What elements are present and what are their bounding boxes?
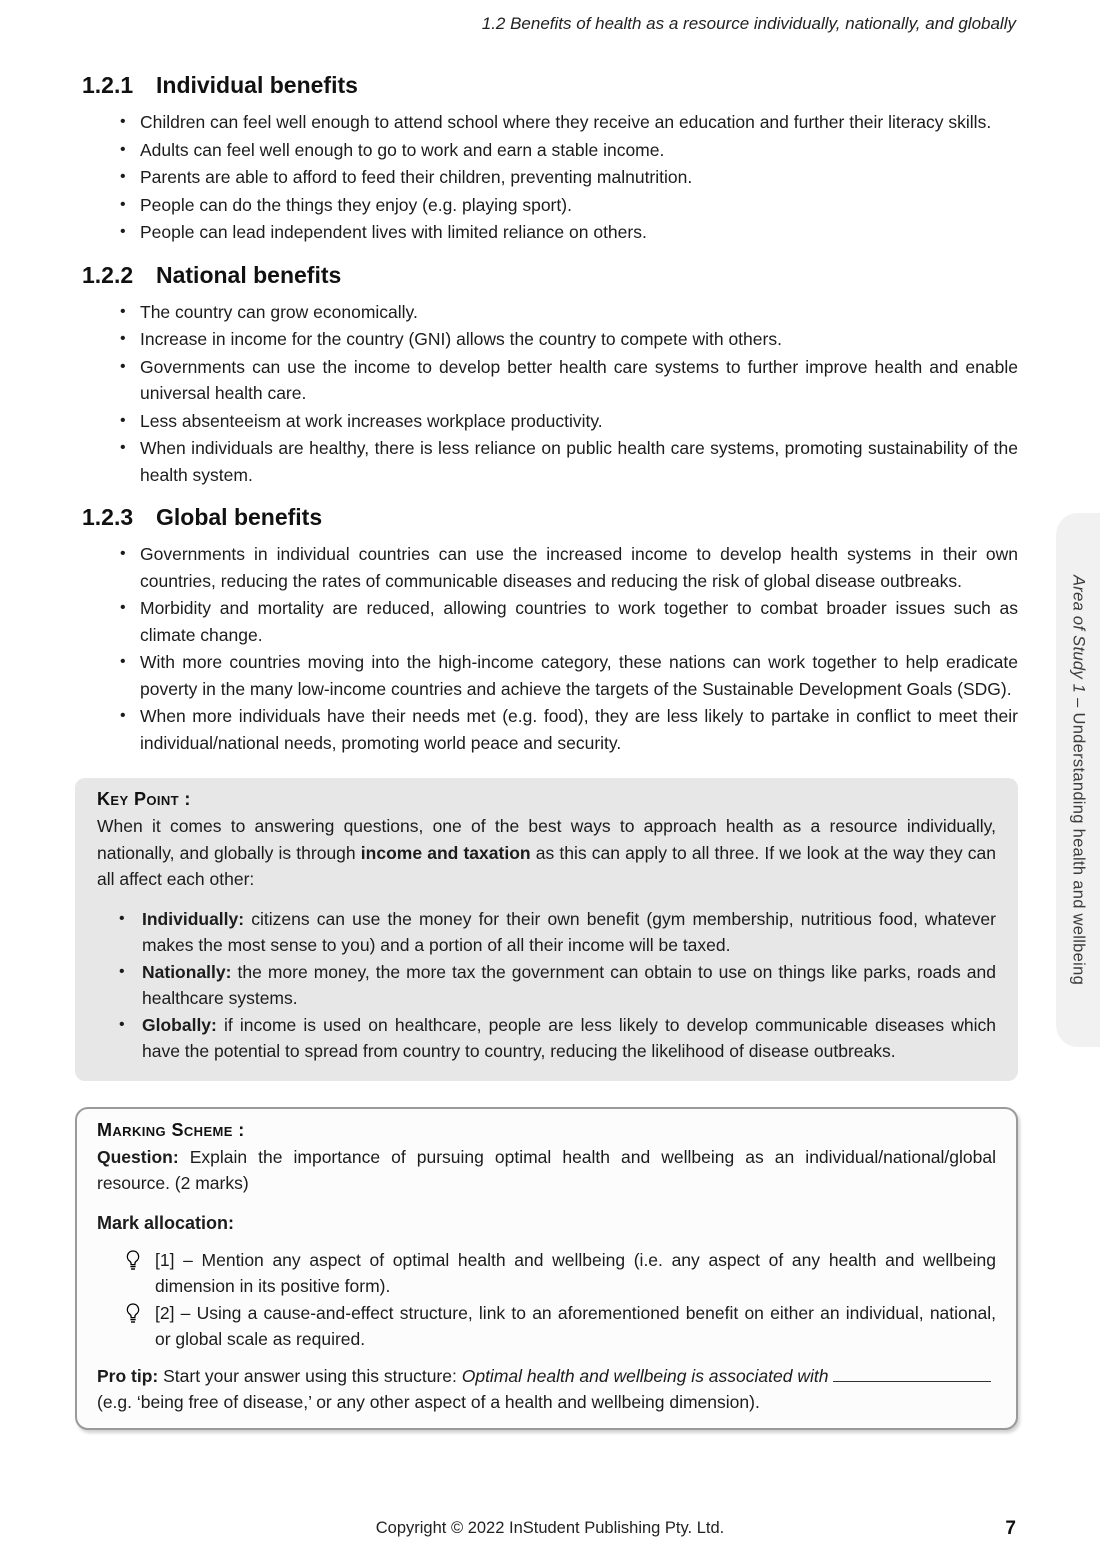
section-heading-individual-benefits bbox=[82, 70, 1018, 100]
list-item: • People can lead independent lives with limited reliance on others. bbox=[82, 219, 1018, 246]
section-title: Global benefits bbox=[156, 504, 323, 530]
list-item-lead: Individually: bbox=[142, 908, 245, 929]
list-item-text: [1] – Mention any aspect of optimal health and wellbeing (i.e. any aspect of any health and wellbeing dimension in its positive form). bbox=[155, 1249, 996, 1296]
list-item: • Children can feel well enough to attend school where they receive an education and further their literacy skills. bbox=[82, 109, 1018, 136]
list-item-lead: Nationally: bbox=[142, 961, 232, 982]
section-number: 1.2.3 bbox=[82, 504, 134, 530]
marking-scheme-label: Marking Scheme : bbox=[97, 1119, 245, 1140]
list-item: • Parents are able to afford to feed their children, preventing malnutrition. bbox=[82, 164, 1018, 191]
list-item: • When more individuals have their needs met (e.g. food), they are less likely to partake in conflict to meet their individual/national needs, promoting world peace and security. bbox=[82, 703, 1018, 756]
list-item-text: the more money, the more tax the government can obtain to use on things like parks, roads and healthcare systems. bbox=[142, 961, 996, 1008]
list-item: • Governments in individual countries can use the increased income to develop health systems in their own countries, reducing the rates of communicable diseases and reducing the risk of global disease outbreaks. bbox=[82, 541, 1018, 594]
sidebar-tab-label bbox=[1069, 575, 1088, 985]
pro-tip-lead: Pro tip: bbox=[97, 1365, 159, 1386]
pro-tip-text: Start your answer using this structure: bbox=[158, 1365, 462, 1386]
question-text: Explain the importance of pursuing optimal health and wellbeing as an individual/national/global resource. (2 marks) bbox=[97, 1146, 996, 1193]
intro-bold-text: income and taxation bbox=[360, 842, 531, 863]
list-item: • Less absenteeism at work increases workplace productivity. bbox=[82, 408, 1018, 435]
list-item: • The country can grow economically. bbox=[82, 299, 1018, 326]
footer-copyright: Copyright © 2022 InStudent Publishing Pty. Ltd. bbox=[375, 1519, 725, 1537]
list-item bbox=[97, 959, 996, 1012]
list-item bbox=[97, 906, 996, 959]
list-item: • People can do the things they enjoy (e.g. playing sport). bbox=[82, 192, 1018, 219]
sidebar-tab-label-regular: Understanding health and wellbeing bbox=[1069, 707, 1088, 986]
list-item: • Governments can use the income to develop better health care systems to further improve health and enable universal health care. bbox=[82, 354, 1018, 407]
list-item: • Adults can feel well enough to go to work and earn a stable income. bbox=[82, 137, 1018, 164]
key-point-label: Key Point : bbox=[97, 789, 191, 809]
marking-scheme-question bbox=[97, 1144, 996, 1197]
intro-text: as this can apply to all three. If we look at the way they can all affect each other: bbox=[97, 842, 996, 889]
national-benefits-list bbox=[75, 299, 1018, 489]
list-item: • Morbidity and mortality are reduced, allowing countries to work together to combat broader issues such as climate change. bbox=[82, 595, 1018, 648]
content-column bbox=[75, 68, 1018, 1430]
pro-tip bbox=[97, 1363, 996, 1416]
section-heading-national-benefits bbox=[82, 260, 1018, 290]
section-title: National benefits bbox=[156, 261, 342, 288]
section-number: 1.2.2 bbox=[82, 261, 134, 288]
marking-scheme-box bbox=[75, 1107, 1018, 1430]
mark-allocation-label: Mark allocation: bbox=[97, 1212, 235, 1233]
sidebar-tab-area-of-study bbox=[1056, 513, 1100, 1047]
lightbulb-icon bbox=[125, 1303, 141, 1325]
intro-text: When it comes to answering questions, one of the best ways to approach health as a resource individually, nationally, and globally is through bbox=[97, 816, 996, 863]
list-item-text: if income is used on healthcare, people are less likely to develop communicable diseases which have the potential to spread from country to country, reducing the likelihood of disease outbreaks. bbox=[142, 1014, 996, 1061]
question-label: Question: bbox=[97, 1146, 179, 1167]
section-heading-global-benefits bbox=[82, 502, 1018, 532]
list-item-lead: Globally: bbox=[142, 1014, 217, 1035]
lightbulb-icon bbox=[125, 1250, 141, 1272]
list-item bbox=[97, 1012, 996, 1065]
page-number: 7 bbox=[1005, 1518, 1016, 1539]
sidebar-tab-label-italic: Area of Study 1 – bbox=[1069, 574, 1088, 708]
section-number: 1.2.1 bbox=[82, 72, 134, 98]
list-item-text: citizens can use the money for their own benefit (gym membership, nutritious food, whatever makes the most sense to you) and a portion of all their income will be taxed. bbox=[142, 908, 996, 955]
mark-allocation-list bbox=[97, 1247, 996, 1353]
running-head: 1.2 Benefits of health as a resource individually, nationally, and globally bbox=[481, 14, 1016, 33]
key-point-list bbox=[97, 906, 996, 1065]
list-item: • With more countries moving into the high-income category, these nations can work together to help eradicate poverty in the many low-income countries and achieve the targets of the Sustainable Development Goals (SDG). bbox=[82, 649, 1018, 702]
list-item: • Increase in income for the country (GNI) allows the country to compete with others. bbox=[82, 326, 1018, 353]
list-item bbox=[97, 1247, 996, 1300]
pro-tip-followup: (e.g. ‘being free of disease,’ or any other aspect of a health and wellbeing dimension). bbox=[97, 1392, 760, 1412]
key-point-box bbox=[75, 778, 1018, 1081]
key-point-intro bbox=[97, 813, 996, 893]
list-item-text: [2] – Using a cause-and-effect structure, link to an aforementioned benefit on either an individual, national, or global scale as required. bbox=[155, 1302, 996, 1349]
list-item: • When individuals are healthy, there is less reliance on public health care systems, promoting sustainability of the health system. bbox=[82, 435, 1018, 488]
global-benefits-list bbox=[75, 541, 1018, 756]
list-item bbox=[97, 1300, 996, 1353]
section-title: Individual benefits bbox=[156, 72, 358, 98]
pro-tip-structure: Optimal health and wellbeing is associated with bbox=[461, 1365, 829, 1386]
answer-blank-line bbox=[833, 1379, 991, 1382]
individual-benefits-list bbox=[75, 109, 1018, 246]
